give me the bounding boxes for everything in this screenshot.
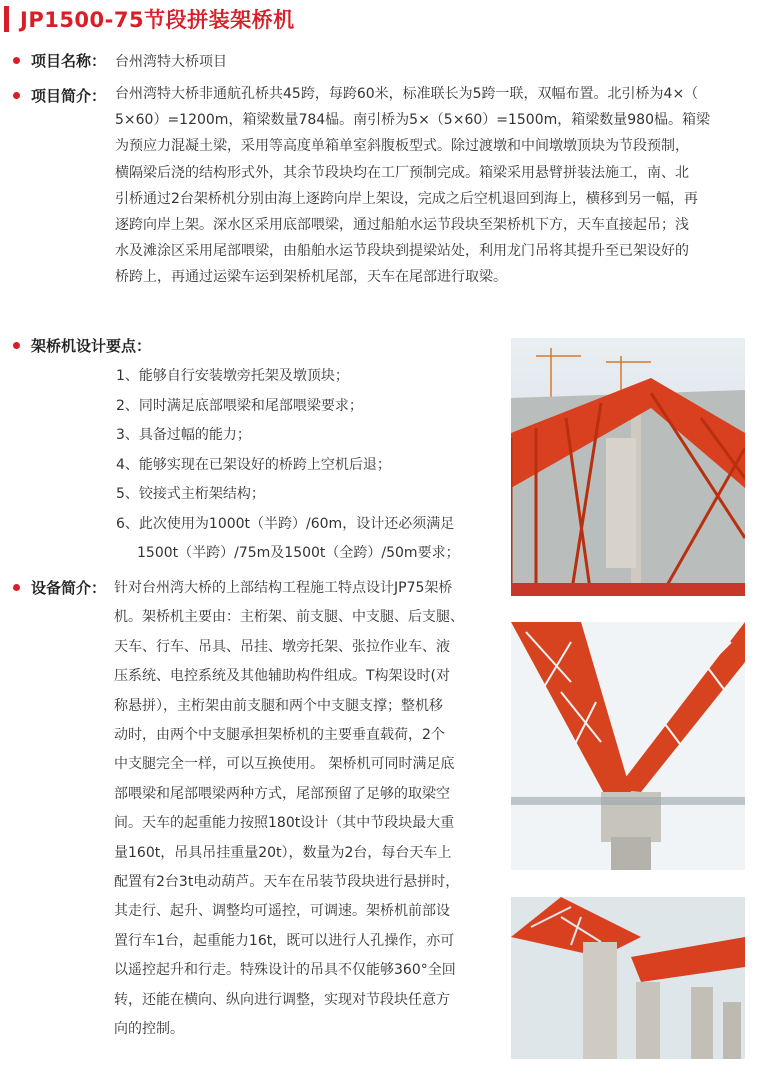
project-intro-text bbox=[115, 81, 710, 291]
list-item: 2、同时满足底部喂梁和尾部喂梁要求； bbox=[116, 397, 363, 414]
bullet-dot bbox=[13, 342, 20, 349]
text-line: 置行车1台，起重能力16t，既可以进行人孔操作，亦可 bbox=[114, 932, 455, 949]
text-line: 中支腿完全一样，可以互换使用。 架桥机可同时满足底 bbox=[114, 756, 455, 773]
text-line: 部喂梁和尾部喂梁两种方式，尾部预留了足够的取梁空 bbox=[114, 785, 450, 802]
text-line: 向的控制。 bbox=[114, 1021, 184, 1038]
text-line: 动时，由两个中支腿承担架桥机的主要垂直载荷，2个 bbox=[114, 727, 445, 744]
text-line: 配置有2台3t电动葫芦。天车在吊装节段块进行悬拼时， bbox=[114, 874, 460, 891]
bridge-girder-machine-sea-photo bbox=[511, 338, 745, 596]
text-line: 桥跨上，再通过运梁车运到架桥机尾部，天车在尾部进行取梁。 bbox=[115, 269, 507, 286]
title-accent-bar bbox=[4, 6, 9, 32]
text-line: 称悬拼），主桁架由前支腿和两个中支腿支撑；整机移 bbox=[114, 697, 443, 714]
text-line: 水及滩涂区采用尾部喂梁，由船舶水运节段块到提梁站处，利用龙门吊将其提升至已架设好的 bbox=[115, 243, 689, 260]
text-line: 针对台州湾大桥的上部结构工程施工特点设计JP75架桥 bbox=[114, 580, 453, 596]
equipment-intro-label: 设备简介： bbox=[31, 579, 107, 597]
project-name-value: 台州湾特大桥项目 bbox=[115, 54, 227, 70]
list-item: 1、能够自行安装墩旁托架及墩顶块； bbox=[116, 368, 349, 384]
page-title: JP1500-75节段拼装架桥机 bbox=[20, 8, 295, 32]
text-line: 横隔梁后浇的结构形式外，其余节段块均在工厂预制完成。箱梁采用悬臂拼装法施工，南、北 bbox=[115, 164, 689, 181]
list-item: 3、具备过幅的能力； bbox=[116, 427, 251, 443]
text-line: 天车、行车、吊具、吊挂、墩旁托架、张拉作业车、液 bbox=[114, 638, 450, 655]
project-name-label: 项目名称： bbox=[31, 52, 107, 70]
text-line: 压系统、电控系统及其他辅助构件组成。T构架设时(对 bbox=[114, 668, 451, 685]
bullet-dot bbox=[13, 92, 20, 99]
text-line: 台州湾特大桥非通航孔桥共45跨，每跨60米，标准联长为5跨一联，双幅布置。北引桥为4×（ bbox=[115, 86, 699, 102]
list-item: 5、铰接式主桁架结构； bbox=[116, 486, 265, 502]
equipment-intro-text bbox=[114, 574, 464, 1045]
text-line: 间。天车的起重能力按照180t设计（其中节段块最大重 bbox=[114, 815, 455, 832]
text-line: 量160t，吊具吊挂重量20t），数量为2台，每台天车上 bbox=[114, 844, 452, 861]
text-line: 逐跨向岸上架。深水区采用底部喂梁，通过船舶水运节段块至架桥机下方，天车直接起吊；浅 bbox=[115, 217, 689, 234]
text-line: 以遥控起升和行走。特殊设计的吊具不仅能够360°全回 bbox=[114, 962, 456, 979]
text-line: 其走行、起升、调整均可遥控，可调速。架桥机前部设 bbox=[114, 903, 450, 920]
list-item: 4、能够实现在已架设好的桥跨上空机后退； bbox=[116, 456, 391, 473]
design-points-label: 架桥机设计要点： bbox=[31, 337, 152, 355]
design-points-list bbox=[116, 362, 460, 569]
text-line: 5×60）=1200m，箱梁数量784榀。南引桥为5×（5×60）=1500m，箱梁数量980榀。箱梁 bbox=[115, 112, 710, 129]
bullet-dot bbox=[13, 584, 20, 591]
list-item: 6、此次使用为1000t（半跨）/60m，设计还必须满足 bbox=[116, 515, 455, 532]
text-line: 转，还能在横向、纵向进行调整，实现对节段块任意方 bbox=[114, 991, 450, 1008]
bridge-girder-machine-underside-photo bbox=[511, 622, 745, 870]
project-intro-label: 项目简介： bbox=[31, 87, 107, 105]
text-line: 为预应力混凝土梁，采用等高度单箱单室斜腹板型式。除过渡墩和中间墩墩顶块为节段预制， bbox=[115, 138, 689, 155]
text-line: 引桥通过2台架桥机分别由海上逐跨向岸上架设，完成之后空机退回到海上，横移到另一幅，再 bbox=[115, 190, 698, 207]
bullet-dot bbox=[13, 57, 20, 64]
bridge-girder-machine-piers-photo bbox=[511, 897, 745, 1059]
list-item: 1500t（半跨）/75m及1500t（全跨）/50m要求； bbox=[137, 545, 460, 561]
text-line: 机。架桥机主要由：主桁架、前支腿、中支腿、后支腿、 bbox=[114, 609, 464, 626]
